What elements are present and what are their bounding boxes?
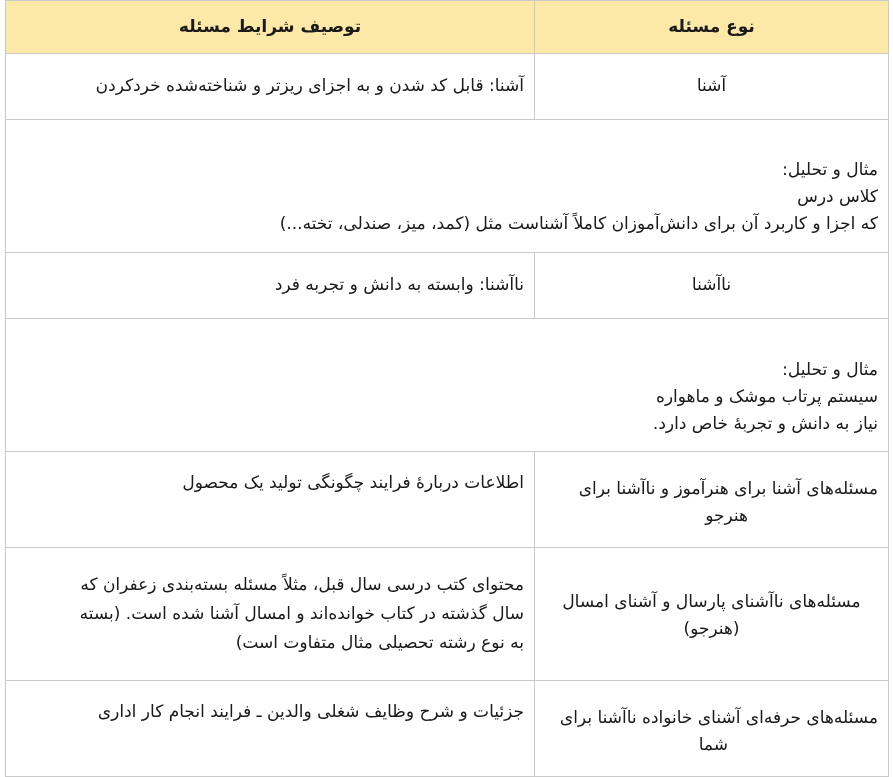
example-cell (6, 319, 889, 452)
example-line: که اجزا و کاربرد آن برای دانش‌آموزان کاملاً آشناست مثل (کمد، میز، صندلی، تخته...) (279, 213, 878, 234)
problem-description-text: اطلاعات دربارهٔ فرایند چگونگی تولید یک محصول (182, 473, 524, 493)
problem-type-line: شما (698, 734, 728, 755)
example-line: سیستم پرتاب موشک و ماهواره (655, 386, 878, 407)
header-problem-type: نوع مسئله (535, 1, 889, 54)
problem-type-cell (535, 452, 889, 548)
problem-type-cell: آشنا (535, 54, 889, 120)
problem-description-cell (6, 452, 535, 548)
problem-type-cell: ناآشنا (535, 253, 889, 319)
problem-type-line: مسئله‌های حرفه‌ای آشنای خانواده ناآشنا برای (559, 707, 878, 728)
example-cell (6, 120, 889, 253)
table-header-row (6, 1, 889, 54)
table-row (6, 452, 889, 548)
problem-type-line: مسئله‌های ناآشنای پارسال و آشنای امسال (562, 592, 861, 612)
problem-description-cell: آشنا: قابل کد شدن و به اجزای ریزتر و شناخته‌شده خردکردن (6, 54, 535, 120)
problem-description-cell (6, 548, 535, 681)
example-line: نیاز به دانش و تجربهٔ خاص دارد. (652, 413, 878, 434)
problem-type-cell (535, 548, 889, 681)
problem-type-line: مسئله‌های آشنا برای هنرآموز و ناآشنا برای (578, 478, 878, 499)
table-row (6, 54, 889, 120)
header-problem-description: توصیف شرایط مسئله (6, 1, 535, 54)
example-heading: مثال و تحلیل: (782, 159, 878, 180)
problem-description-line: سال گذشته در کتاب خوانده‌اند و امسال آشنا شده است. (بسته (79, 603, 524, 624)
problem-description-line: به نوع رشته تحصیلی مثال متفاوت است) (235, 632, 524, 653)
table-row (6, 253, 889, 319)
problem-type-cell (535, 681, 889, 777)
table-row (6, 548, 889, 681)
problem-description-cell: ناآشنا: وابسته به دانش و تجربه فرد (6, 253, 535, 319)
example-heading: مثال و تحلیل: (782, 359, 878, 380)
problem-description-cell (6, 681, 535, 777)
problem-type-line: (هنرجو) (683, 619, 740, 639)
problem-type-line: هنرجو (705, 505, 748, 526)
problem-types-table (5, 0, 889, 777)
example-line: کلاس درس (797, 186, 878, 207)
problem-description-line: محتوای کتب درسی سال قبل، مثلاً مسئله بسته‌بندی زعفران که (80, 574, 524, 595)
example-row (6, 319, 889, 452)
example-row (6, 120, 889, 253)
table-row (6, 681, 889, 777)
problem-description-text: جزئیات و شرح وظایف شغلی والدین ـ فرایند انجام کار اداری (97, 702, 524, 722)
